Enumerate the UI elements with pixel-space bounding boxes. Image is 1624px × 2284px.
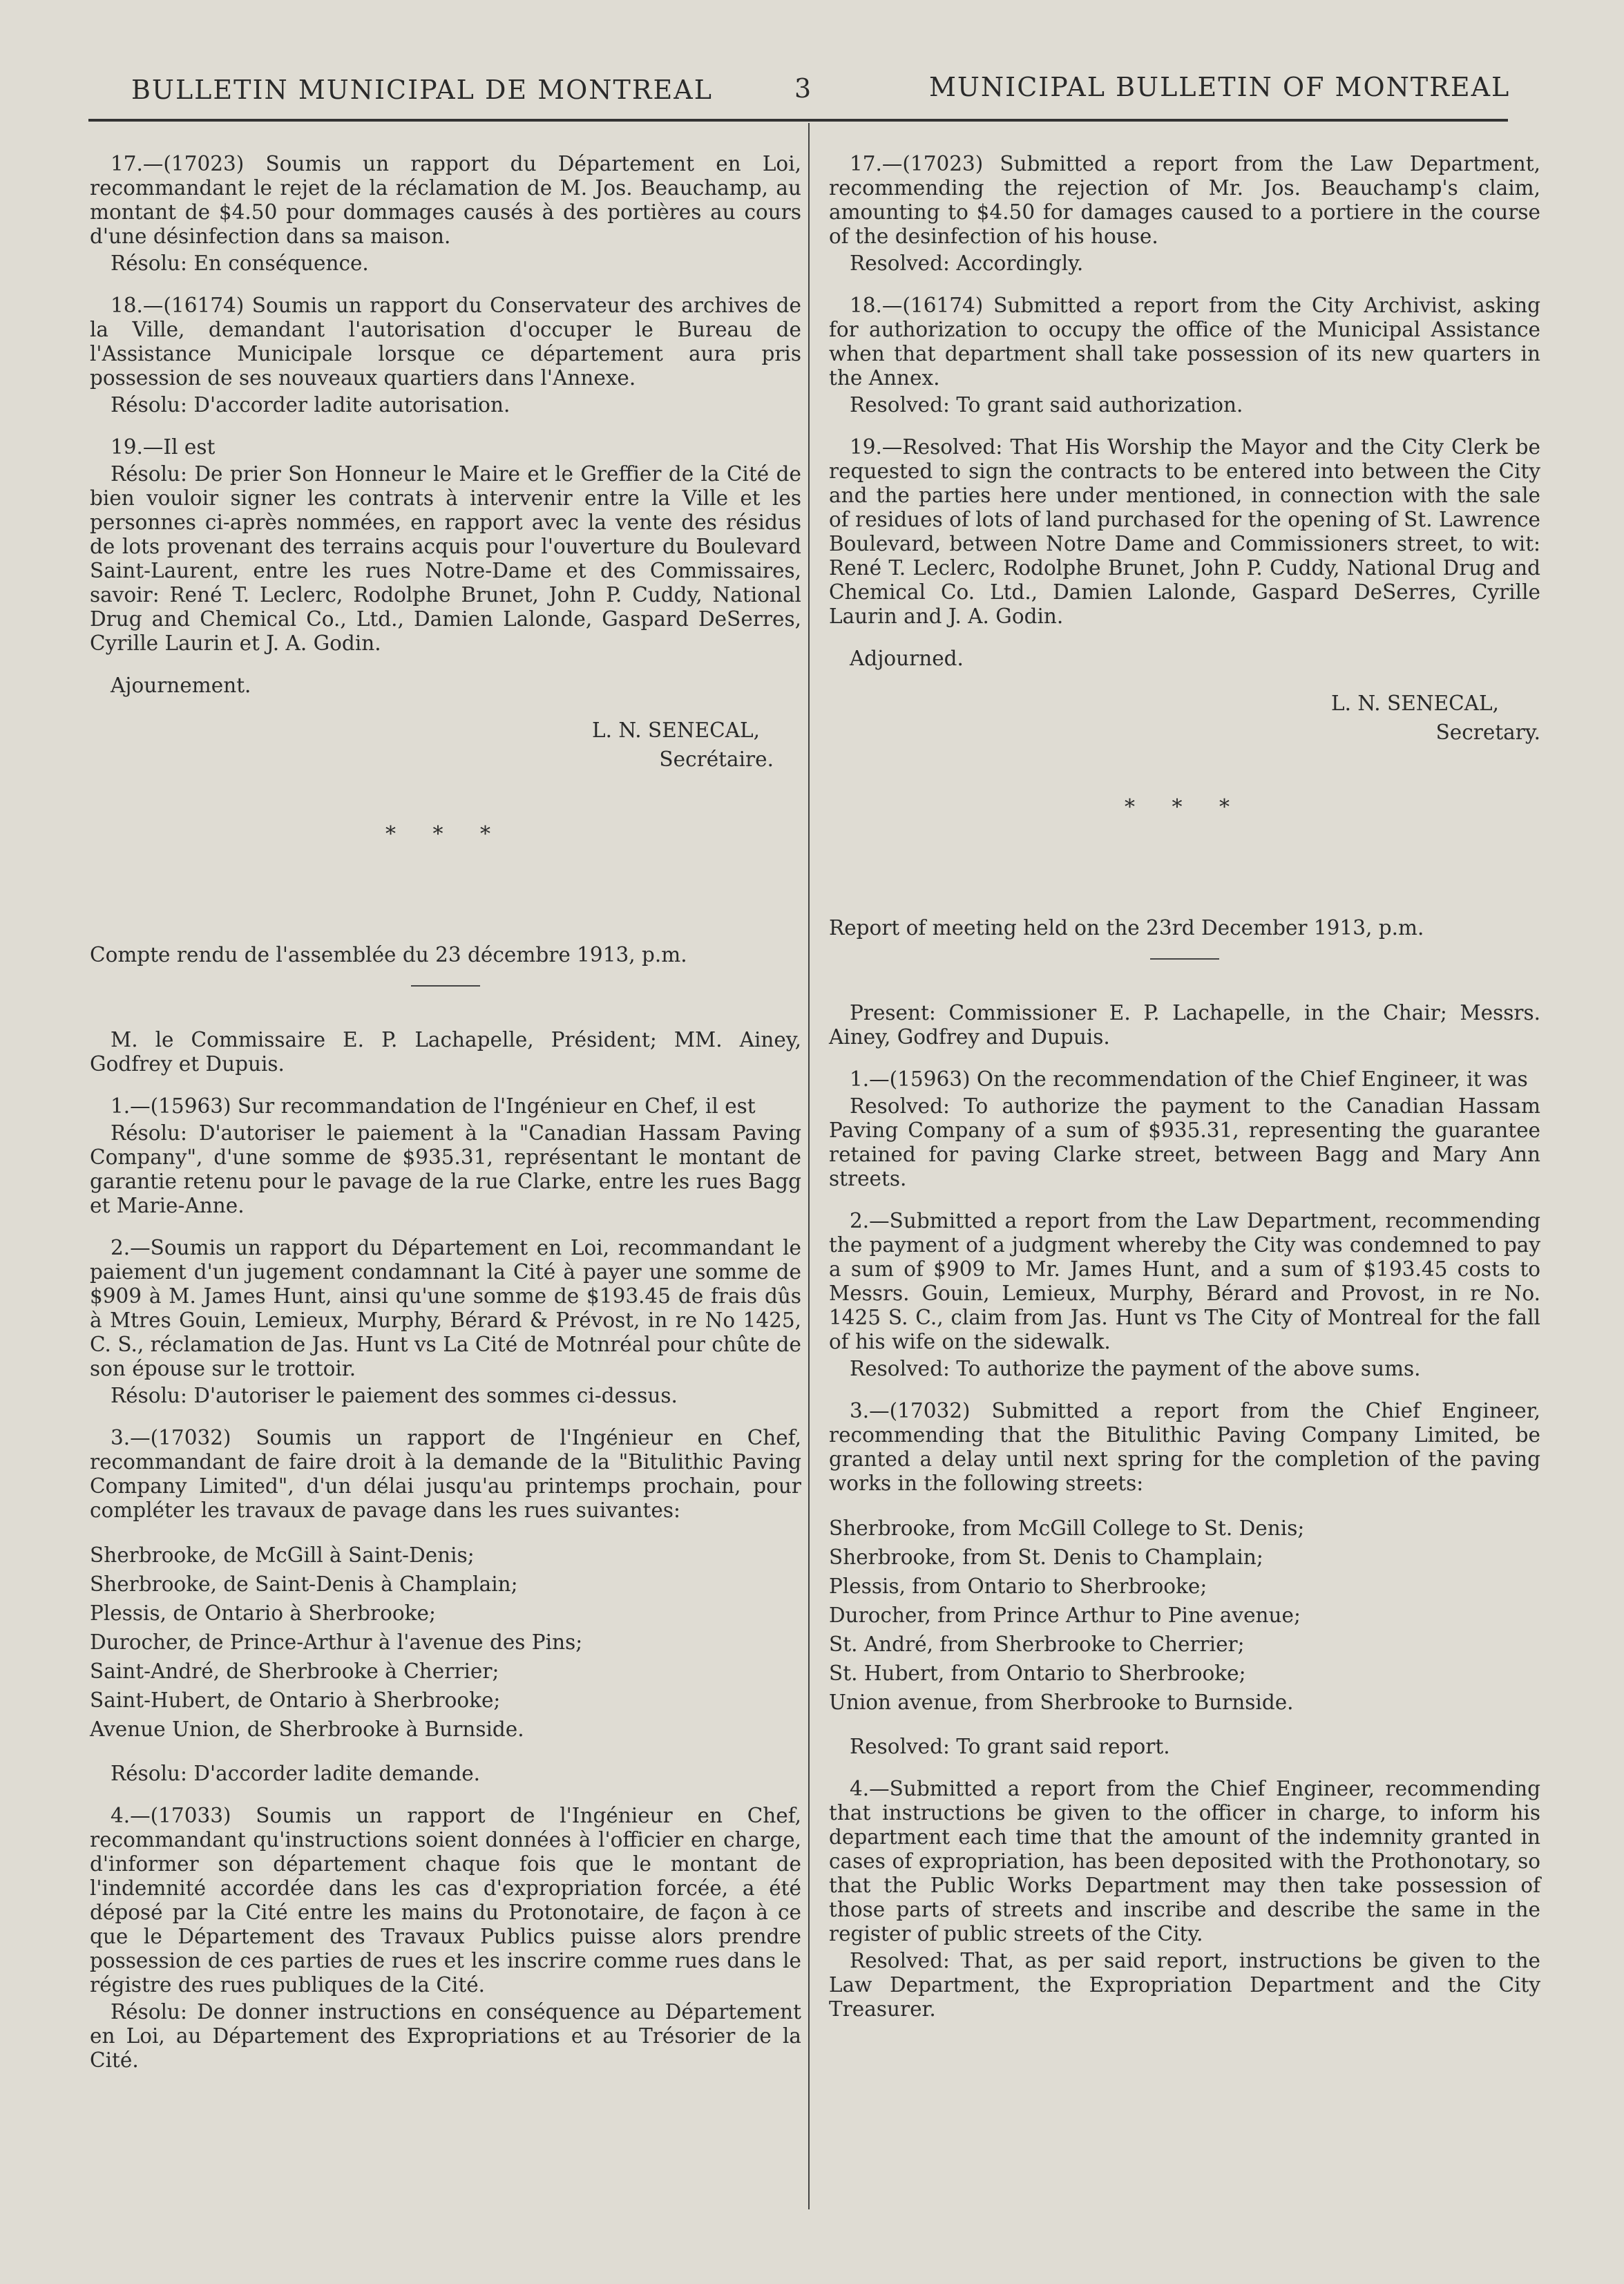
page-header xyxy=(0,69,1624,117)
list-item: Sherbrooke, from McGill College to St. Denis; xyxy=(829,1516,1305,1540)
signature-name-fr: L. N. SENECAL, xyxy=(592,718,760,742)
list-item: Sherbrooke, de McGill à Saint-Denis; xyxy=(90,1543,475,1567)
item-17-en: 17.—(17023) Submitted a report from the Law Department, recommending the rejection of Mr. Jos. Beauchamp's claim, amounting to $4.50 for damages caused to a portiere in the course of the desinfection of his house. xyxy=(829,152,1540,248)
signature-en xyxy=(829,689,1540,747)
page-number: 3 xyxy=(794,73,812,104)
item-1-en: 1.—(15963) On the recommendation of the Chief Engineer, it was xyxy=(850,1067,1528,1091)
list-item: Sherbrooke, de Saint-Denis à Champlain; xyxy=(90,1572,518,1596)
item-19-en: 19.—Resolved: That His Worship the Mayor and the City Clerk be requested to sign the contracts to be entered into between the City and the parties here under mentioned, in connection with the sale of residues of lots of land purchased for the opening of St. Lawrence Boulevard, between Notre Dame and Commissioners street, to wit: René T. Leclerc, Rodolphe Brunet, John P. Cuddy, National Drug and Chemical Co. Ltd., Damien Lalonde, Gaspard DeSerres, Cyrille Laurin and J. A. Godin. xyxy=(829,435,1540,628)
resolution-1-fr: Résolu: D'autoriser le paiement à la "Canadian Hassam Paving Company", d'une somme de $935.31, représentant le montant de garantie retenu pour le pavage de la rue Clarke, entre les rues Bagg et Marie-Anne. xyxy=(90,1121,801,1217)
street-list-en xyxy=(829,1514,1540,1717)
list-item: Avenue Union, de Sherbrooke à Burnside. xyxy=(90,1717,524,1741)
column-divider xyxy=(808,123,810,2209)
item-4-fr: 4.—(17033) Soumis un rapport de l'Ingénieur en Chef, recommandant qu'instructions soient données à l'officier en charge, d'informer son département chaque fois que le montant de l'indemnité accordée dans les cas d'expropriation forcée, a été déposé par la Cité entre les mains du Protonotaire, de façon à ce que le Département des Travaux Publics puisse alors prendre possession de ces parties de rues et les inscrire comme rues dans le régistre des rues publiques de la Cité. xyxy=(90,1804,801,1997)
adjournment-en: Adjourned. xyxy=(850,647,964,670)
list-item: Saint-Hubert, de Ontario à Sherbrooke; xyxy=(90,1688,501,1712)
list-item: Sherbrooke, from St. Denis to Champlain; xyxy=(829,1545,1263,1569)
resolution-4-fr: Résolu: De donner instructions en conséquence au Département en Loi, au Département des Expropriations et au Trésorier de la Cité. xyxy=(90,2000,801,2072)
present-en: Present: Commissioner E. P. Lachapelle, in the Chair; Messrs. Ainey, Godfrey and Dupuis. xyxy=(829,1001,1540,1049)
item-3-en: 3.—(17032) Submitted a report from the Chief Engineer, recommending that the Bitulithic Paving Company Limited, be granted a delay until next spring for the completion of the paving works in the following streets: xyxy=(829,1399,1540,1495)
item-17-fr: 17.—(17023) Soumis un rapport du Département en Loi, recommandant le rejet de la réclamation de M. Jos. Beauchamp, au montant de $4.50 pour dommages causés à des portières au cours d'une désinfection dans sa maison. xyxy=(90,152,801,248)
resolution-18-fr: Résolu: D'accorder ladite autorisation. xyxy=(111,393,510,417)
item-2-fr: 2.—Soumis un rapport du Département en Loi, recommandant le paiement d'un jugement condamnant la Cité à payer une somme de $909 à M. James Hunt, ainsi qu'une somme de $193.45 de frais dûs à Mtres Gouin, Lemieux, Murphy, Bérard & Prévost, in re No 1425, C. S., réclamation de Jas. Hunt vs La Cité de Motnréal pour chûte de son épouse sur le trottoir. xyxy=(90,1236,801,1380)
resolution-19-fr: Résolu: De prier Son Honneur le Maire et le Greffier de la Cité de bien vouloir signer les contrats à intervenir entre la Ville et les personnes ci-après nommées, en rapport avec la vente des résidus de lots provenant des terrains acquis pour l'ouverture du Boulevard Saint-Laurent, entre les rues Notre-Dame et des Commissaires, savoir: René T. Leclerc, Rodolphe Brunet, John P. Cuddy, National Drug and Chemical Co., Ltd., Damien Lalonde, Gaspard DeSerres, Cyrille Laurin et J. A. Godin. xyxy=(90,462,801,655)
resolution-17-en: Resolved: Accordingly. xyxy=(850,251,1084,275)
resolution-4-en: Resolved: That, as per said report, instructions be given to the Law Department, the Expropriation Department and the City Treasurer. xyxy=(829,1949,1540,2021)
meeting-heading-fr: Compte rendu de l'assemblée du 23 décembre 1913, p.m. xyxy=(90,943,687,967)
section-rule-fr xyxy=(411,985,480,987)
item-3-fr: 3.—(17032) Soumis un rapport de l'Ingénieur en Chef, recommandant de faire droit à la demande de la "Bitulithic Paving Company Limited", d'un délai jusqu'au printemps prochain, pour compléter les travaux de pavage dans les rues suivantes: xyxy=(90,1426,801,1522)
header-rule xyxy=(88,119,1508,122)
resolution-3-fr: Résolu: D'accorder ladite demande. xyxy=(111,1762,481,1785)
resolution-17-fr: Résolu: En conséquence. xyxy=(111,251,369,275)
item-4-en: 4.—Submitted a report from the Chief Engineer, recommending that instructions be given to the officer in charge, to inform his department each time that the amount of the indemnity granted in cases of expropriation, has been deposited with the Prothonotary, so that the Public Works Department may then take possession of those parts of streets and inscribe and describe the same in the register of public streets of the City. xyxy=(829,1777,1540,1945)
item-18-fr: 18.—(16174) Soumis un rapport du Conservateur des archives de la Ville, demandant l'autorisation d'occuper le Bureau de l'Assistance Municipale lorsque ce département aura pris possession de ses nouveaux quartiers dans l'Annexe. xyxy=(90,294,801,390)
english-column xyxy=(829,152,1540,2039)
list-item: Union avenue, from Sherbrooke to Burnside. xyxy=(829,1691,1294,1714)
resolution-18-en: Resolved: To grant said authorization. xyxy=(850,393,1243,417)
item-1-fr: 1.—(15963) Sur recommandation de l'Ingénieur en Chef, il est xyxy=(111,1094,756,1118)
list-item: St. André, from Sherbrooke to Cherrier; xyxy=(829,1633,1245,1656)
adjournment-fr: Ajournement. xyxy=(111,674,251,697)
list-item: St. Hubert, from Ontario to Sherbrooke; xyxy=(829,1662,1246,1685)
list-item: Plessis, from Ontario to Sherbrooke; xyxy=(829,1574,1207,1598)
meeting-heading-en: Report of meeting held on the 23rd December 1913, p.m. xyxy=(829,916,1424,940)
header-french-title: BULLETIN MUNICIPAL DE MONTREAL xyxy=(131,75,713,105)
resolution-3-en: Resolved: To grant said report. xyxy=(850,1735,1170,1758)
resolution-2-fr: Résolu: D'autoriser le paiement des sommes ci-dessus. xyxy=(111,1384,678,1407)
present-fr: M. le Commissaire E. P. Lachapelle, Président; MM. Ainey, Godfrey et Dupuis. xyxy=(90,1028,801,1076)
french-column xyxy=(90,152,801,2091)
signature-title-en: Secretary. xyxy=(1435,721,1540,744)
signature-title-fr: Secrétaire. xyxy=(659,748,774,771)
list-item: Plessis, de Ontario à Sherbrooke; xyxy=(90,1601,436,1625)
resolution-1-en: Resolved: To authorize the payment to the Canadian Hassam Paving Company of a sum of $935.31, representing the guarantee retained for paving Clarke street, between Bagg and Mary Ann streets. xyxy=(829,1094,1540,1190)
list-item: Durocher, de Prince-Arthur à l'avenue des Pins; xyxy=(90,1630,583,1654)
section-stars-fr: * * * xyxy=(385,822,506,846)
street-list-fr xyxy=(90,1541,801,1744)
section-stars-en: * * * xyxy=(1124,795,1245,819)
list-item: Saint-André, de Sherbrooke à Cherrier; xyxy=(90,1659,499,1683)
list-item: Durocher, from Prince Arthur to Pine avenue; xyxy=(829,1603,1301,1627)
item-2-en: 2.—Submitted a report from the Law Department, recommending the payment of a judgment whereby the City was condemned to pay a sum of $909 to Mr. James Hunt, and a sum of $193.45 costs to Messrs. Gouin, Lemieux, Murphy, Bérard and Provost, in re No. 1425 S. C., claim from Jas. Hunt vs The City of Montreal for the fall of his wife on the sidewalk. xyxy=(829,1209,1540,1353)
item-18-en: 18.—(16174) Submitted a report from the City Archivist, asking for authorization to occupy the office of the Municipal Assistance when that department shall take possession of its new quarters in the Annex. xyxy=(829,294,1540,390)
signature-name-en: L. N. SENECAL, xyxy=(1331,692,1499,715)
signature-fr xyxy=(90,716,801,774)
item-19-fr: 19.—Il est xyxy=(111,435,216,459)
header-english-title: MUNICIPAL BULLETIN OF MONTREAL xyxy=(929,72,1511,102)
resolution-2-en: Resolved: To authorize the payment of the above sums. xyxy=(850,1357,1421,1380)
section-rule-en xyxy=(1150,958,1219,960)
